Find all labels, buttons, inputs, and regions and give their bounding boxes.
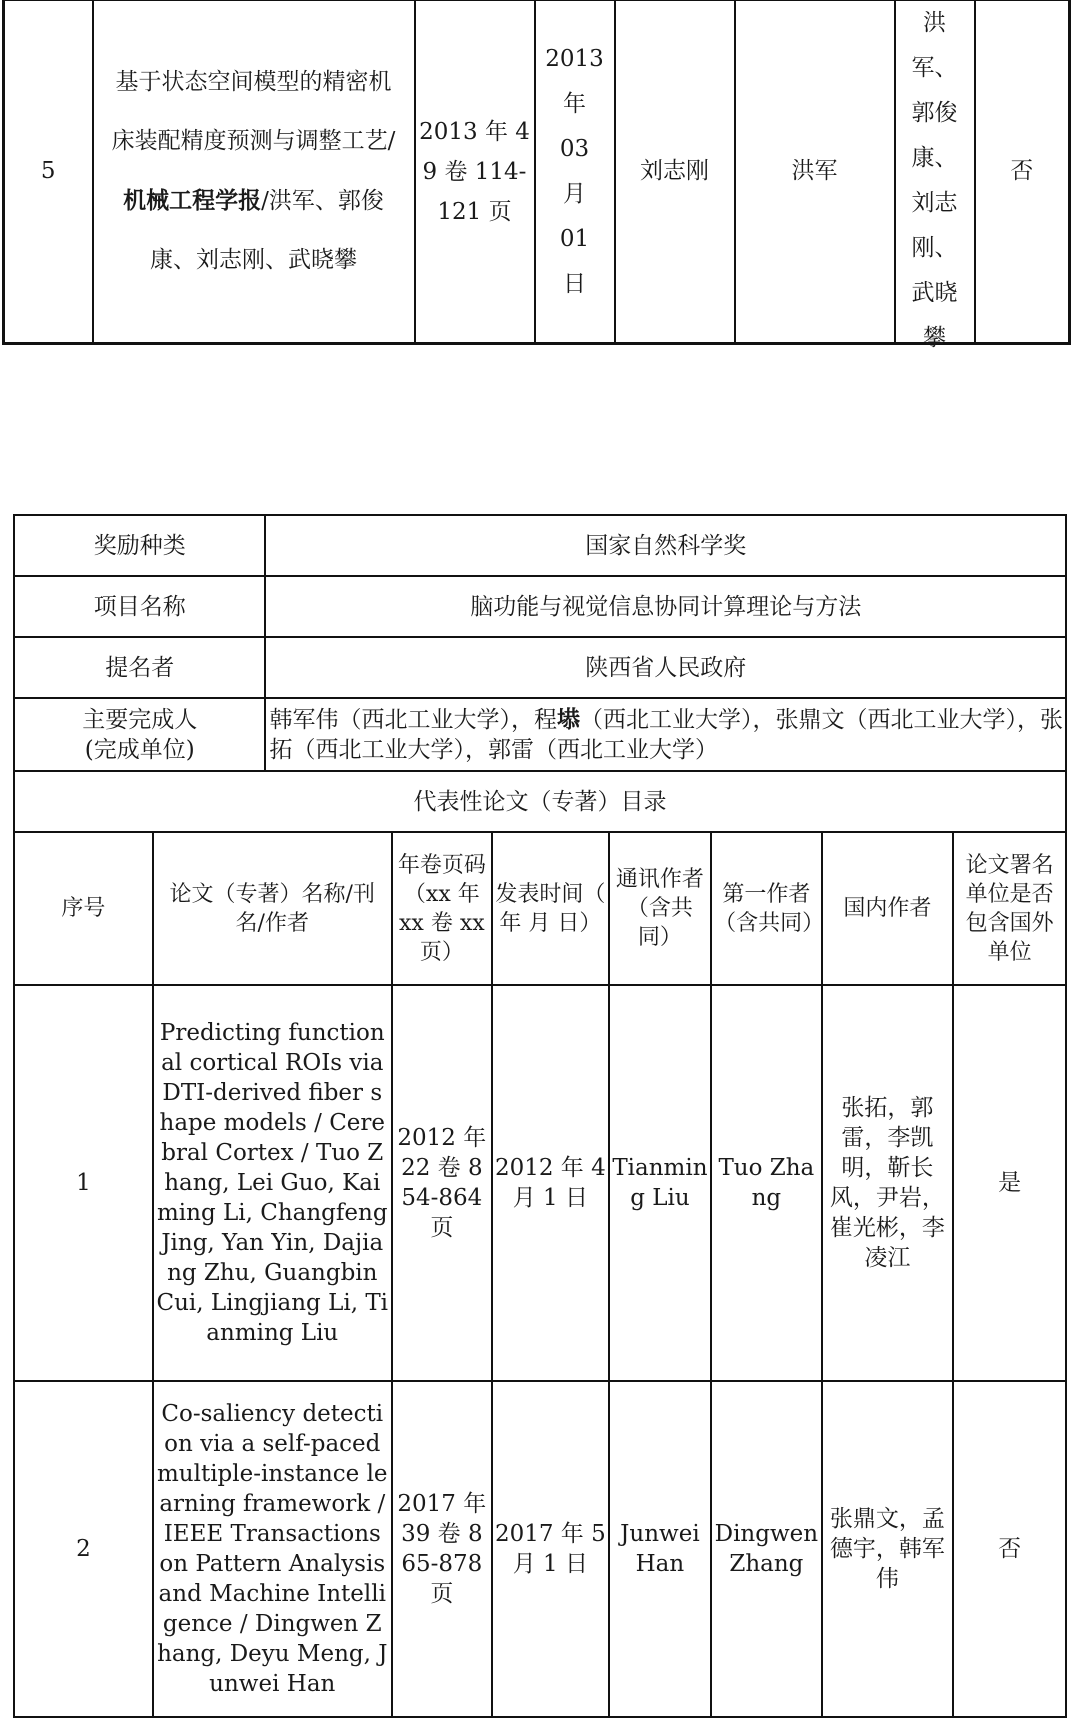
nominator-value: 陕西省人民政府 (265, 637, 1066, 698)
date-part: 2013 (545, 45, 604, 72)
header-domestic: 国内作者 (822, 832, 953, 985)
volume-pages: 2017 年 39 卷 865-878 页 (392, 1381, 492, 1717)
header-corresponding: 通讯作者（含共同） (609, 832, 711, 985)
people-row (14, 698, 1066, 771)
paper-title: Predicting functional cortical ROIs via DTI-derived fiber shape models / Cerebral Cortex / Tuo Zhang, Lei Guo, Kaiming Li, Changfeng Jing, Yan Yin, Dajiang Zhu, Guangbin Cui, Lingjiang Li, Tianming Liu (153, 985, 392, 1381)
date-part: 月 (563, 180, 586, 207)
project-label: 项目名称 (14, 576, 265, 637)
volume-pages: 2012 年 22 卷 854-864 页 (392, 985, 492, 1381)
corresponding-author: Tianming Liu (609, 985, 711, 1381)
author-fragment: 攀 (923, 325, 946, 351)
project-row (14, 576, 1066, 637)
paper-title-part: 基于状态空间模型的精密机床装配精度预测与调整工艺/ (111, 69, 396, 154)
author-fragment: 刚、 (911, 235, 958, 261)
domestic-authors: 张拓，郭雷，李凯明，靳长风，尹岩，崔光彬，李凌江 (822, 985, 953, 1381)
header-title: 论文（专著）名称/刊名/作者 (153, 832, 392, 985)
first-author: Tuo Zhang (711, 985, 822, 1381)
publish-date (535, 0, 615, 344)
paper-authors: /洪军、郭俊康、刘志刚、武晓攀 (150, 188, 384, 273)
domestic-authors (895, 0, 975, 351)
people-label-line: (完成单位) (84, 736, 195, 763)
date-part: 年 (563, 90, 586, 117)
award-type-value: 国家自然科学奖 (265, 515, 1066, 576)
first-author: Dingwen Zhang (711, 1381, 822, 1717)
header-first-author: 第一作者（含共同） (711, 832, 822, 985)
paper-title: Co-saliency detection via a self-paced multiple-instance learning framework / IEEE Transactions on Pattern Analysis and Machine Intelligence / Dingwen Zhang, Deyu Meng, Junwei Han (153, 1381, 392, 1717)
award-type-row (14, 515, 1066, 576)
header-foreign: 论文署名单位是否包含国外单位 (953, 832, 1066, 985)
author-fragment: 武晓 (911, 280, 958, 306)
header-volume: 年卷页码（xx 年 xx 卷 xx 页） (392, 832, 492, 985)
date-part: 01 (559, 225, 590, 252)
table-row (14, 985, 1066, 1381)
author-fragment: 军、 (911, 55, 958, 81)
author-fragment: 洪 (923, 10, 946, 36)
nominator-row (14, 637, 1066, 698)
award-type-label: 奖励种类 (14, 515, 265, 576)
first-author: 洪军 (735, 0, 895, 344)
award-table (13, 514, 1067, 1718)
row-index: 5 (4, 0, 93, 344)
domestic-authors: 张鼎文，孟德宇，韩军伟 (822, 1381, 953, 1717)
section-title: 代表性论文（专著）目录 (14, 771, 1066, 832)
corresponding-author: Junwei Han (609, 1381, 711, 1717)
foreign-unit-flag: 否 (953, 1381, 1066, 1717)
foreign-unit-flag: 是 (953, 985, 1066, 1381)
previous-paper-table (2, 0, 1071, 351)
people-text: 韩军伟（西北工业大学），程 (269, 706, 557, 733)
author-fragment: 郭俊 (911, 100, 958, 126)
foreign-unit-flag: 否 (975, 0, 1070, 344)
row-index: 1 (14, 985, 153, 1381)
paper-title (93, 0, 415, 344)
column-header-row (14, 832, 1066, 985)
header-index: 序号 (14, 832, 153, 985)
people-label-line: 主要完成人 (82, 706, 198, 733)
author-fragment: 康、 (911, 145, 958, 171)
table-row (14, 1381, 1066, 1717)
project-value: 脑功能与视觉信息协同计算理论与方法 (265, 576, 1066, 637)
section-title-row (14, 771, 1066, 832)
people-value (265, 698, 1066, 771)
people-text: （西北工业大学），张鼎文（西北工业大学），张拓（西北工业大学），郭雷（西北工业大学） (269, 706, 1063, 763)
publish-date: 2012 年 4 月 1 日 (492, 985, 609, 1381)
nominator-label: 提名者 (14, 637, 265, 698)
author-fragment: 刘志 (911, 190, 958, 216)
volume-pages: 2013 年 49 卷 114-121 页 (415, 0, 535, 344)
row-index: 2 (14, 1381, 153, 1717)
people-text-bold: 塨 (556, 705, 580, 733)
date-part: 03 (559, 135, 590, 162)
header-date: 发表时间（ 年 月 日） (492, 832, 609, 985)
date-part: 日 (563, 270, 586, 297)
journal-name: 机械工程学报 (123, 187, 262, 214)
publish-date: 2017 年 5 月 1 日 (492, 1381, 609, 1717)
table-row (4, 0, 1070, 344)
people-label (14, 698, 265, 771)
corresponding-author: 刘志刚 (615, 0, 735, 344)
